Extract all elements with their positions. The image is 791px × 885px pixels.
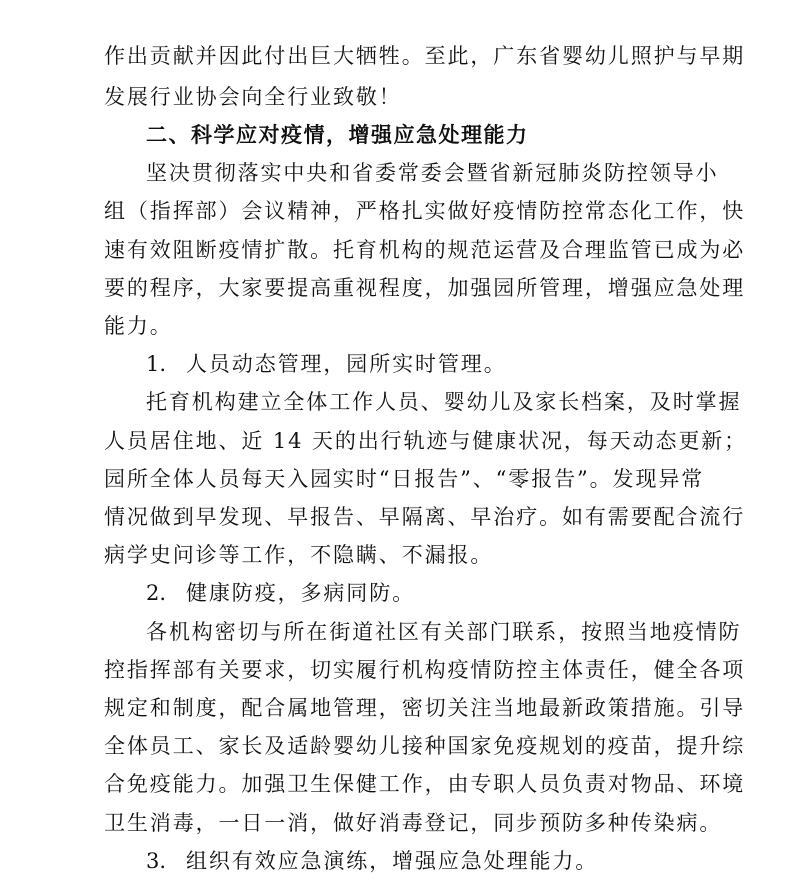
paragraph-line: 病学史问诊等工作，不隐瞒、不漏报。: [104, 543, 494, 567]
paragraph-line: 托育机构建立全体工作人员、婴幼儿及家长档案，及时掌握: [146, 390, 742, 414]
item-title: 人员动态管理，园所实时管理。: [186, 352, 507, 376]
item-title: 组织有效应急演练，增强应急处理能力。: [186, 849, 599, 873]
paragraph-line: 园所全体人员每天入园实时“日报告”、“零报告”。发现异常: [104, 467, 705, 491]
paragraph-line: 人员居住地、近 14 天的出行轨迹与健康状况，每天动态更新；: [104, 429, 748, 453]
paragraph-line: 情况做到早发现、早报告、早隔离、早治疗。如有需要配合流行: [104, 505, 746, 529]
paragraph-line: 坚决贯彻落实中央和省委常委会暨省新冠肺炎防控领导小: [146, 161, 719, 185]
paragraph-line: 速有效阻断疫情扩散。托育机构的规范运营及合理监管已成为必: [104, 238, 746, 262]
item-number: 2.: [146, 581, 167, 605]
list-item-heading: [146, 350, 507, 378]
list-item-heading: [146, 847, 598, 875]
list-item-heading: [146, 579, 415, 607]
paragraph-line: 规定和制度，配合属地管理，密切关注当地最新政策措施。引导: [104, 696, 746, 720]
paragraph-line: 卫生消毒，一日一消，做好消毒登记，同步预防多种传染病。: [104, 811, 723, 835]
paragraph-line: 各机构密切与所在街道社区有关部门联系，按照当地疫情防: [146, 620, 742, 644]
paragraph-line: 作出贡献并因此付出巨大牺牲。至此，广东省婴幼儿照护与早期: [104, 44, 746, 68]
paragraph-line: 发展行业协会向全行业致敬！: [104, 85, 402, 109]
item-number: 3.: [146, 849, 167, 873]
paragraph-line: 能力。: [104, 314, 173, 338]
paragraph-line: 合免疫能力。加强卫生保健工作，由专职人员负责对物品、环境: [104, 772, 746, 796]
item-title: 健康防疫，多病同防。: [186, 581, 415, 605]
paragraph-line: 组（指挥部）会议精神，严格扎实做好疫情防控常态化工作，快: [104, 199, 746, 223]
paragraph-line: 控指挥部有关要求，切实履行机构疫情防控主体责任，健全各项: [104, 658, 746, 682]
paragraph-line: 全体员工、家长及适龄婴幼儿接种国家免疫规划的疫苗，提升综: [104, 734, 746, 758]
paragraph-line: 要的程序，大家要提高重视程度，加强园所管理，增强应急处理: [104, 276, 746, 300]
section-heading: 二、科学应对疫情，增强应急处理能力: [146, 123, 529, 147]
item-number: 1.: [146, 352, 167, 376]
